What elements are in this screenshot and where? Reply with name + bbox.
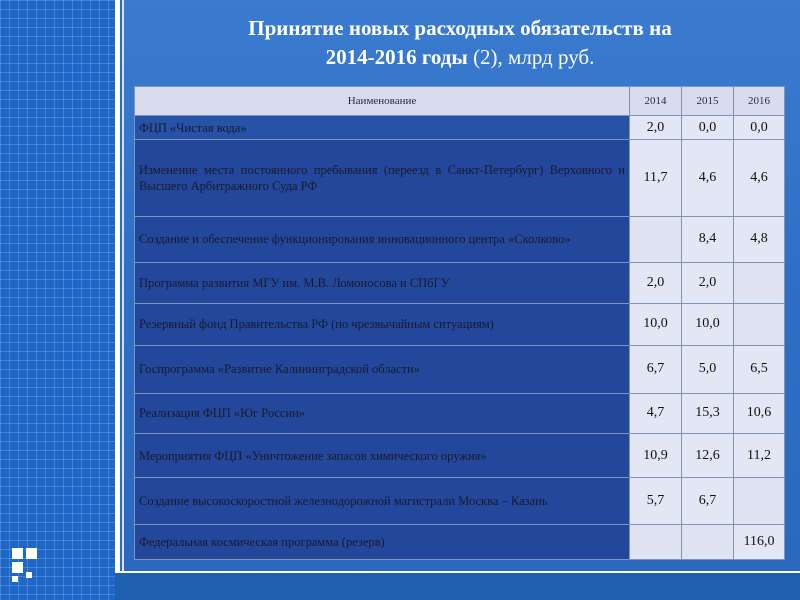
row-value-2014: 6,7 [630,345,682,393]
row-name: Реализация ФЦП «Юг России» [135,393,630,433]
row-value-2015: 10,0 [682,303,734,345]
table-row [135,216,785,263]
row-value-2016 [734,303,785,345]
row-value-2015 [682,524,734,559]
row-value-2014: 11,7 [630,140,682,216]
row-value-2014: 10,9 [630,433,682,478]
title-line-1: Принятие новых расходных обязательств на [248,16,672,40]
header-2015: 2015 [682,87,734,116]
row-value-2014: 2,0 [630,263,682,303]
row-value-2016 [734,263,785,303]
header-2016: 2016 [734,87,785,116]
row-value-2016: 10,6 [734,393,785,433]
table-row [135,140,785,216]
row-value-2016: 4,6 [734,140,785,216]
header-name: Наименование [135,87,630,116]
table-row [135,393,785,433]
row-name: Создание высокоскоростной железнодорожной магистрали Москва – Казань [135,478,630,525]
sidebar-grid-pattern [0,0,115,600]
title-line-2 [150,43,770,72]
row-name: Изменение места постоянного пребывания (переезд в Санкт-Петербург) Верховного и Высшего Арбитражного Суда РФ [135,140,630,216]
row-name: ФЦП «Чистая вода» [135,116,630,140]
row-name: Федеральная космическая программа (резерв) [135,524,630,559]
table-row [135,345,785,393]
row-value-2016: 6,5 [734,345,785,393]
bottom-band [115,573,800,600]
row-value-2016: 0,0 [734,116,785,140]
row-value-2016 [734,478,785,525]
row-value-2016: 11,2 [734,433,785,478]
title-years: 2014-2016 годы [325,45,468,69]
row-value-2015: 4,6 [682,140,734,216]
row-value-2014: 5,7 [630,478,682,525]
row-value-2014 [630,524,682,559]
row-value-2016: 116,0 [734,524,785,559]
row-name: Резервный фонд Правительства РФ (по чрезвычайным ситуациям) [135,303,630,345]
row-value-2014 [630,216,682,263]
row-value-2015: 8,4 [682,216,734,263]
row-value-2015: 5,0 [682,345,734,393]
row-value-2014: 4,7 [630,393,682,433]
row-value-2015: 2,0 [682,263,734,303]
row-value-2014: 2,0 [630,116,682,140]
row-name: Программа развития МГУ им. М.В. Ломоносова и СПбГУ [135,263,630,303]
table-row [135,303,785,345]
table-row [135,478,785,525]
left-sidebar [0,0,115,600]
obligations-table [134,86,785,560]
row-name: Мероприятия ФЦП «Уничтожение запасов химического оружия» [135,433,630,478]
row-name: Госпрограмма «Развитие Калининградской области» [135,345,630,393]
table-row [135,433,785,478]
row-value-2015: 12,6 [682,433,734,478]
page-title [150,14,770,72]
table-row [135,116,785,140]
title-units: (2), млрд руб. [473,45,595,69]
row-value-2016: 4,8 [734,216,785,263]
divider-stripe [115,0,120,600]
row-value-2015: 0,0 [682,116,734,140]
table-row [135,263,785,303]
row-value-2015: 15,3 [682,393,734,433]
header-2014: 2014 [630,87,682,116]
table-row [135,524,785,559]
row-name: Создание и обеспечение функционирования инновационного центра «Сколково» [135,216,630,263]
row-value-2014: 10,0 [630,303,682,345]
logo-squares-icon [12,548,52,588]
table-header-row [135,87,785,116]
row-value-2015: 6,7 [682,478,734,525]
